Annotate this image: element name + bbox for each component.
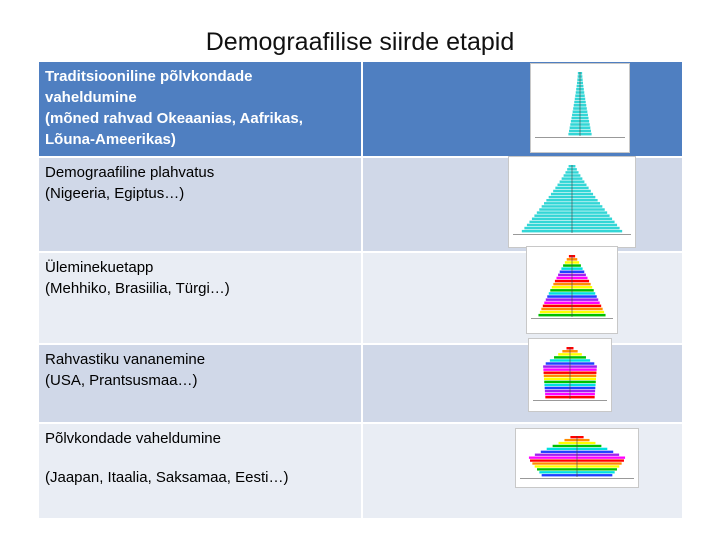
pyramid-bar [553, 190, 572, 192]
pyramid-bar [552, 286, 572, 289]
pyramid-bar [544, 384, 570, 386]
pyramid-bar [580, 82, 583, 85]
pyramid-bar [547, 295, 572, 298]
pyramid-bar [577, 468, 617, 470]
pyramid-bar [575, 98, 580, 101]
pyramid-bar [577, 445, 601, 447]
pyramid-bar [567, 258, 572, 261]
pyramid-bar [544, 375, 570, 377]
pyramid-bar [550, 289, 572, 292]
pyramid-bar [580, 126, 590, 129]
stage-text: Demograafiline plahvatus [45, 164, 215, 181]
pyramid-bar [580, 101, 586, 104]
pyramid-bar [532, 462, 577, 464]
pyramid-bar [537, 468, 577, 470]
pyramid-bar [572, 271, 584, 274]
pyramid-bar [532, 218, 572, 220]
pyramid-bar [580, 72, 582, 75]
pyramid-bar [551, 193, 572, 195]
pyramid-bar [545, 390, 570, 392]
pyramid-bar [576, 88, 580, 91]
pyramid-bar [574, 104, 580, 107]
pyramid-bar [572, 199, 598, 201]
pyramid-bar [570, 393, 595, 395]
pyramid-bar [564, 174, 572, 176]
pyramid-bar [544, 378, 570, 380]
pyramid-bar [570, 378, 596, 380]
pyramid-bar [572, 202, 600, 204]
stage-figure-cell [362, 252, 683, 344]
pyramid-bar [570, 384, 596, 386]
pyramid-bar [560, 271, 572, 274]
pyramid-bar [553, 283, 572, 286]
pyramid-bar [570, 350, 578, 352]
pyramid-bar [524, 227, 572, 229]
pyramid-axis [531, 318, 613, 319]
pyramid-bar [572, 227, 620, 229]
stage-text: (Jaapan, Itaalia, Saksamaa, Eesti…) [45, 469, 289, 486]
pyramid-bar [572, 258, 577, 261]
pyramid-bar [572, 274, 586, 277]
pyramid-bar [572, 255, 575, 258]
population-pyramid-thumbnail [508, 156, 636, 248]
pyramid-bar [577, 454, 619, 456]
pyramid-bar [573, 110, 580, 113]
pyramid-bar [546, 362, 570, 364]
stage-label [38, 252, 362, 344]
pyramid-bar [529, 457, 577, 459]
population-pyramid-thumbnail [515, 428, 639, 488]
pyramid-bar [572, 261, 579, 264]
pyramid-bar [560, 180, 572, 182]
pyramid-bar [541, 308, 572, 311]
pyramid-bar [572, 286, 592, 289]
pyramid-bar [570, 365, 597, 367]
pyramid-bar [570, 371, 596, 373]
pyramid-bar [567, 347, 571, 349]
pyramid-bar [572, 211, 607, 213]
pyramid-bar [572, 298, 598, 301]
pyramid-bar [572, 295, 597, 298]
pyramid-bar [544, 202, 572, 204]
pyramid-bar [572, 171, 579, 173]
pyramid-bar [534, 214, 572, 216]
pyramid-bar [572, 283, 591, 286]
pyramid-bar [577, 474, 612, 476]
pyramid-bar [542, 205, 572, 207]
pyramid-bar [580, 104, 586, 107]
pyramid-bar [554, 356, 570, 358]
stage-figure-cell [362, 344, 683, 423]
pyramid-bar [573, 107, 580, 110]
population-pyramid-thumbnail [528, 338, 612, 412]
pyramid-bar [577, 462, 622, 464]
pyramid-bar [541, 451, 577, 453]
pyramid-bar [564, 439, 577, 441]
pyramid-bar [572, 221, 615, 223]
pyramid-bar [567, 168, 572, 170]
pyramid-bar [572, 193, 593, 195]
pyramid-center-line [572, 165, 573, 233]
pyramid-bar [538, 314, 572, 317]
pyramid-bar [558, 353, 570, 355]
pyramid-bar [577, 471, 615, 473]
stage-text: Traditsiooniline põlvkondade [45, 68, 253, 85]
pyramid-bar [543, 368, 570, 370]
pyramid-bar [572, 180, 584, 182]
stage-text: Põlvkondade vaheldumine [45, 430, 221, 447]
pyramid-bar [580, 85, 583, 88]
pyramid-bar [570, 368, 597, 370]
pyramid-bar [580, 98, 585, 101]
pyramid-bar [580, 114, 588, 117]
pyramid-bar [546, 298, 572, 301]
pyramid-bar [572, 308, 603, 311]
pyramid-bar [572, 305, 601, 308]
pyramid-bar [571, 120, 580, 123]
pyramid-bar [570, 359, 590, 361]
pyramid-bar [572, 292, 595, 295]
pyramid-bar [577, 85, 580, 88]
pyramid-bar [580, 110, 587, 113]
page-title: Demograafilise siirde etapid [205, 28, 515, 56]
stage-text: (mõned rahvad Okeaanias, Aafrikas, [45, 110, 303, 127]
stage-text: (Nigeeria, Egiptus…) [45, 185, 185, 202]
pyramid-bar [580, 130, 591, 133]
pyramid-bar [545, 393, 570, 395]
pyramid-bar [550, 359, 570, 361]
pyramid-bar [572, 205, 602, 207]
pyramid-bar [580, 88, 584, 91]
stage-text: Üleminekuetapp [45, 259, 154, 276]
pyramid-bar [570, 390, 595, 392]
pyramid-bar [580, 133, 592, 136]
pyramid-bar [572, 177, 582, 179]
pyramid-bar [571, 117, 580, 120]
pyramid-bar [577, 457, 625, 459]
pyramid-bar [572, 289, 594, 292]
pyramid-bar [537, 211, 572, 213]
pyramid-bar [572, 208, 605, 210]
pyramid-bar [546, 199, 572, 201]
pyramid-bar [540, 311, 572, 314]
pyramid-bar [527, 224, 572, 226]
pyramid-axis [520, 478, 634, 479]
pyramid-bar [572, 184, 586, 186]
pyramid-bar [580, 120, 589, 123]
population-pyramid-thumbnail [530, 63, 630, 153]
pyramid-bar [539, 208, 572, 210]
pyramid-center-line [572, 255, 573, 317]
pyramid-bar [568, 133, 580, 136]
pyramid-axis [533, 400, 607, 401]
pyramid-bar [543, 305, 572, 308]
pyramid-bar [572, 224, 617, 226]
pyramid-bar [575, 94, 580, 97]
pyramid-bar [562, 177, 572, 179]
pyramid-bar [572, 165, 575, 167]
pyramid-bar [580, 123, 590, 126]
spacer [45, 449, 355, 467]
pyramid-bar [556, 277, 572, 280]
pyramid-bar [542, 474, 577, 476]
pyramid-bar [544, 381, 570, 383]
pyramid-bar [572, 196, 595, 198]
pyramid-bar [572, 174, 580, 176]
stage-text: (Mehhiko, Brasiilia, Türgi…) [45, 280, 230, 297]
pyramid-bar [572, 267, 583, 270]
pyramid-bar [561, 267, 572, 270]
pyramid-bar [549, 292, 572, 295]
pyramid-bar [572, 314, 606, 317]
pyramid-bar [577, 436, 584, 438]
pyramid-bar [572, 190, 591, 192]
pyramid-bar [570, 375, 596, 377]
pyramid-bar [577, 451, 613, 453]
pyramid-bar [558, 184, 572, 186]
pyramid-bar [570, 396, 595, 398]
pyramid-bar [572, 168, 577, 170]
pyramid-bar [570, 347, 574, 349]
pyramid-bar [572, 230, 622, 232]
pyramid-bar [555, 280, 572, 283]
pyramid-center-line [570, 347, 571, 399]
pyramid-bar [569, 165, 572, 167]
pyramid-bar [572, 264, 581, 267]
pyramid-bar [572, 311, 604, 314]
pyramid-bar [577, 78, 580, 81]
pyramid-bar [530, 459, 577, 461]
stage-figure-cell [362, 61, 683, 157]
pyramid-bar [570, 381, 596, 383]
pyramid-bar [570, 387, 595, 389]
pyramid-bar [570, 356, 586, 358]
pyramid-bar [580, 94, 585, 97]
pyramid-bar [543, 365, 570, 367]
population-pyramid-thumbnail [526, 246, 618, 334]
pyramid-bar [580, 78, 583, 81]
pyramid-bar [572, 280, 589, 283]
pyramid-bar [577, 448, 607, 450]
pyramid-bar [572, 114, 580, 117]
pyramid-bar [578, 75, 580, 78]
pyramid-bar [553, 445, 577, 447]
pyramid-bar [549, 196, 572, 198]
pyramid-bar [545, 387, 570, 389]
pyramid-bar [535, 454, 577, 456]
pyramid-bar [547, 448, 577, 450]
pyramid-bar [572, 187, 589, 189]
pyramid-bar [570, 362, 594, 364]
pyramid-bar [569, 130, 580, 133]
pyramid-bar [565, 171, 572, 173]
pyramid-bar [522, 230, 572, 232]
pyramid-bar [577, 459, 624, 461]
pyramid-bar [545, 396, 570, 398]
pyramid-bar [572, 302, 600, 305]
stage-label [38, 344, 362, 423]
pyramid-axis [535, 137, 625, 138]
pyramid-bar [572, 218, 612, 220]
pyramid-bar [570, 436, 577, 438]
pyramid-bar [529, 221, 572, 223]
pyramid-center-line [577, 436, 578, 477]
pyramid-bar [570, 123, 580, 126]
pyramid-bar [544, 302, 572, 305]
pyramid-bar [580, 117, 589, 120]
pyramid-bar [558, 274, 572, 277]
pyramid-bar [580, 107, 587, 110]
pyramid-bar [574, 101, 580, 104]
stage-text: vaheldumine [45, 89, 137, 106]
pyramid-bar [570, 353, 582, 355]
pyramid-bar [580, 91, 584, 94]
pyramid-bar [562, 350, 570, 352]
pyramid-bar [577, 442, 595, 444]
pyramid-bar [539, 471, 577, 473]
pyramid-bar [569, 255, 572, 258]
pyramid-bar [577, 439, 590, 441]
stage-label [38, 61, 362, 157]
pyramid-bar [572, 214, 610, 216]
stage-label [38, 157, 362, 252]
pyramid-bar [565, 261, 572, 264]
pyramid-bar [580, 75, 582, 78]
pyramid-bar [572, 277, 588, 280]
stage-text: Lõuna-Ameerikas) [45, 131, 176, 148]
stage-text: (USA, Prantsusmaa…) [45, 372, 198, 389]
pyramid-bar [577, 465, 619, 467]
pyramid-axis [513, 234, 631, 235]
pyramid-bar [559, 442, 577, 444]
stage-text: Rahvastiku vananemine [45, 351, 206, 368]
pyramid-bar [570, 126, 580, 129]
pyramid-bar [563, 264, 572, 267]
pyramid-bar [555, 187, 572, 189]
pyramid-bar [578, 72, 580, 75]
stage-label [38, 423, 362, 519]
pyramid-bar [535, 465, 577, 467]
pyramid-bar [576, 91, 580, 94]
pyramid-bar [577, 82, 580, 85]
pyramid-center-line [580, 72, 581, 136]
pyramid-bar [544, 371, 570, 373]
